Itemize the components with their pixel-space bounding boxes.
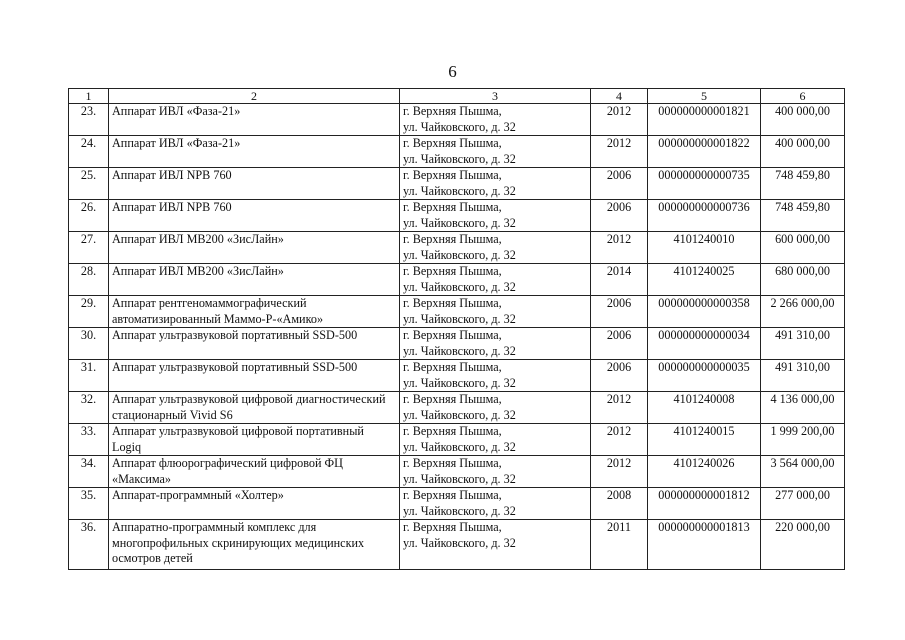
equipment-name-cell: Аппарат ИВЛ «Фаза-21» [109,136,400,168]
row-number-cell: 29. [69,296,109,328]
year-cell: 2012 [591,136,648,168]
address-cell [400,296,591,328]
address-city: г. Верхняя Пышма, [403,360,502,374]
inventory-number-cell: 4101240026 [648,456,761,488]
cost-cell: 491 310,00 [761,360,845,392]
table-header [69,89,845,104]
row-number-cell: 32. [69,392,109,424]
equipment-name-cell: Аппарат ИВЛ NPB 760 [109,200,400,232]
address-cell [400,104,591,136]
address-cell [400,232,591,264]
header-row [69,89,845,104]
column-header: 5 [648,89,761,104]
year-cell: 2006 [591,200,648,232]
row-number-cell: 35. [69,488,109,520]
inventory-number-cell: 4101240010 [648,232,761,264]
inventory-number-cell: 000000000001813 [648,520,761,570]
year-cell: 2008 [591,488,648,520]
equipment-name-cell: Аппарат-программный «Холтер» [109,488,400,520]
cost-cell: 680 000,00 [761,264,845,296]
column-header: 1 [69,89,109,104]
row-number-cell: 27. [69,232,109,264]
row-number-cell: 31. [69,360,109,392]
address-city: г. Верхняя Пышма, [403,136,502,150]
address-cell [400,200,591,232]
row-number-cell: 24. [69,136,109,168]
address-cell [400,360,591,392]
address-city: г. Верхняя Пышма, [403,488,502,502]
equipment-name-cell: Аппарат ИВЛ NPB 760 [109,168,400,200]
cost-cell: 491 310,00 [761,328,845,360]
address-cell [400,520,591,570]
cost-cell: 3 564 000,00 [761,456,845,488]
address-street: ул. Чайковского, д. 32 [403,119,516,134]
cost-cell: 400 000,00 [761,136,845,168]
table-row [69,136,845,168]
address-street: ул. Чайковского, д. 32 [403,407,516,422]
cost-cell: 400 000,00 [761,104,845,136]
year-cell: 2006 [591,168,648,200]
year-cell: 2006 [591,328,648,360]
year-cell: 2012 [591,456,648,488]
equipment-name-cell: Аппарат ИВЛ МВ200 «ЗисЛайн» [109,264,400,296]
address-street: ул. Чайковского, д. 32 [403,151,516,166]
table-row [69,168,845,200]
column-header: 2 [109,89,400,104]
address-city: г. Верхняя Пышма, [403,424,502,438]
cost-cell: 4 136 000,00 [761,392,845,424]
address-city: г. Верхняя Пышма, [403,200,502,214]
row-number-cell: 25. [69,168,109,200]
address-cell [400,424,591,456]
address-street: ул. Чайковского, д. 32 [403,311,516,326]
table-row [69,392,845,424]
inventory-number-cell: 4101240015 [648,424,761,456]
year-cell: 2012 [591,232,648,264]
inventory-number-cell: 4101240008 [648,392,761,424]
cost-cell: 748 459,80 [761,200,845,232]
equipment-name-cell: Аппарат рентгеномаммографический автоматизированный Маммо-Р-«Амико» [109,296,400,328]
row-number-cell: 34. [69,456,109,488]
address-city: г. Верхняя Пышма, [403,232,502,246]
equipment-name-cell: Аппарат ультразвуковой цифровой портативный Logiq [109,424,400,456]
equipment-name-cell: Аппарат ультразвуковой цифровой диагностический стационарный Vivid S6 [109,392,400,424]
row-number-cell: 33. [69,424,109,456]
address-street: ул. Чайковского, д. 32 [403,503,516,518]
address-street: ул. Чайковского, д. 32 [403,183,516,198]
address-street: ул. Чайковского, д. 32 [403,471,516,486]
inventory-number-cell: 4101240025 [648,264,761,296]
address-street: ул. Чайковского, д. 32 [403,439,516,454]
address-city: г. Верхняя Пышма, [403,456,502,470]
equipment-name-cell: Аппарат ИВЛ «Фаза-21» [109,104,400,136]
table-row [69,200,845,232]
address-city: г. Верхняя Пышма, [403,296,502,310]
table-row [69,296,845,328]
table-row [69,424,845,456]
address-city: г. Верхняя Пышма, [403,392,502,406]
address-city: г. Верхняя Пышма, [403,264,502,278]
equipment-table [68,88,845,570]
year-cell: 2012 [591,424,648,456]
cost-cell: 748 459,80 [761,168,845,200]
address-street: ул. Чайковского, д. 32 [403,343,516,358]
table-row [69,328,845,360]
address-city: г. Верхняя Пышма, [403,104,502,118]
table-body [69,104,845,570]
cost-cell: 600 000,00 [761,232,845,264]
cost-cell: 277 000,00 [761,488,845,520]
equipment-name-cell: Аппарат ИВЛ МВ200 «ЗисЛайн» [109,232,400,264]
address-cell [400,264,591,296]
column-header: 6 [761,89,845,104]
table-row [69,264,845,296]
address-street: ул. Чайковского, д. 32 [403,247,516,262]
address-street: ул. Чайковского, д. 32 [403,279,516,294]
address-cell [400,488,591,520]
address-cell [400,392,591,424]
table-row [69,456,845,488]
row-number-cell: 30. [69,328,109,360]
equipment-name-cell: Аппаратно-программный комплекс для многопрофильных скринирующих медицинских осмотров детей [109,520,400,570]
year-cell: 2012 [591,104,648,136]
address-cell [400,168,591,200]
column-header: 4 [591,89,648,104]
row-number-cell: 26. [69,200,109,232]
column-header: 3 [400,89,591,104]
year-cell: 2014 [591,264,648,296]
table-row [69,360,845,392]
table-row [69,520,845,570]
year-cell: 2006 [591,360,648,392]
equipment-name-cell: Аппарат ультразвуковой портативный SSD-500 [109,360,400,392]
address-city: г. Верхняя Пышма, [403,328,502,342]
inventory-number-cell: 000000000000358 [648,296,761,328]
inventory-number-cell: 000000000001821 [648,104,761,136]
address-city: г. Верхняя Пышма, [403,520,502,534]
address-cell [400,328,591,360]
cost-cell: 2 266 000,00 [761,296,845,328]
inventory-number-cell: 000000000001822 [648,136,761,168]
year-cell: 2012 [591,392,648,424]
address-street: ул. Чайковского, д. 32 [403,375,516,390]
row-number-cell: 36. [69,520,109,570]
address-street: ул. Чайковского, д. 32 [403,535,516,550]
address-city: г. Верхняя Пышма, [403,168,502,182]
row-number-cell: 23. [69,104,109,136]
inventory-number-cell: 000000000000035 [648,360,761,392]
table-row [69,232,845,264]
equipment-name-cell: Аппарат флюорографический цифровой ФЦ «Максима» [109,456,400,488]
row-number-cell: 28. [69,264,109,296]
address-cell [400,456,591,488]
cost-cell: 220 000,00 [761,520,845,570]
inventory-number-cell: 000000000000034 [648,328,761,360]
cost-cell: 1 999 200,00 [761,424,845,456]
equipment-name-cell: Аппарат ультразвуковой портативный SSD-500 [109,328,400,360]
address-cell [400,136,591,168]
year-cell: 2011 [591,520,648,570]
address-street: ул. Чайковского, д. 32 [403,215,516,230]
year-cell: 2006 [591,296,648,328]
inventory-number-cell: 000000000000736 [648,200,761,232]
inventory-number-cell: 000000000001812 [648,488,761,520]
page-number: 6 [448,62,457,81]
inventory-number-cell: 000000000000735 [648,168,761,200]
table-row [69,104,845,136]
table-row [69,488,845,520]
